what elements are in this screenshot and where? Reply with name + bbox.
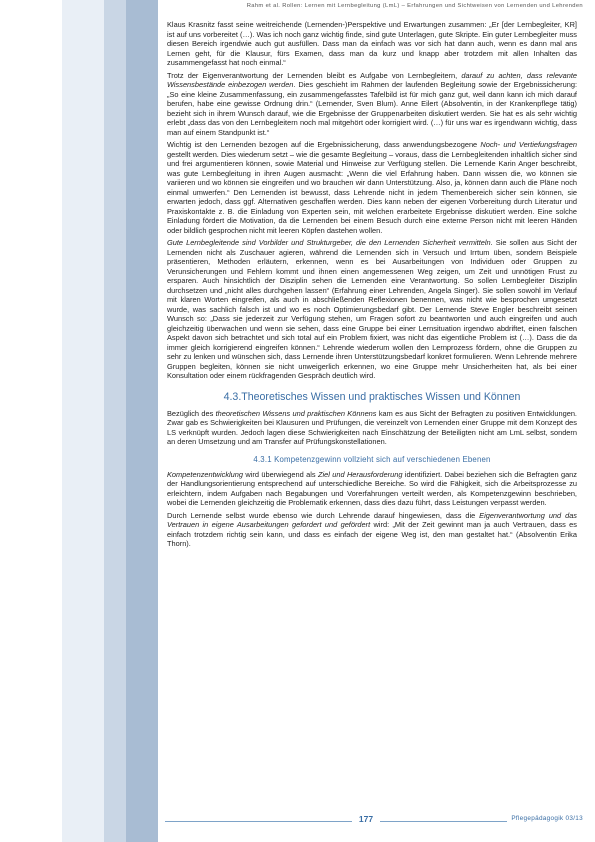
text-run: Trotz der Eigenverantwortung der Lernenden bleibt es Aufgabe von Lernbegleitern,: [167, 70, 462, 80]
running-header: Rahm et al. Rollen: Lernen mit Lernbegleitung (LmL) – Erfahrungen und Sichtweisen von Lernenden und Lehrenden: [246, 3, 583, 9]
body-paragraph: [167, 71, 577, 138]
section-heading: [167, 391, 577, 403]
text-run: wird überwiegend als: [243, 469, 318, 479]
text-run: Wichtig ist den Lernenden bezogen auf die Ergebnissicherung, dass anwendungsbezogene: [167, 140, 481, 149]
emphasized-text: Ziel und Herausforderung: [317, 469, 403, 479]
emphasized-text: Gute Lernbegleitende sind Vorbilder und Strukturgeber, die den Lernenden Sicherheit vermitteln: [167, 238, 491, 247]
section-paragraphs: [167, 409, 577, 447]
subsection-heading: [167, 455, 577, 465]
journal-name: Pflegepädagogik 03/13: [507, 815, 583, 822]
body-paragraph: [167, 511, 577, 549]
text-run: Durch Lernende selbst wurde ebenso wie durch Lehrende darauf hingewiesen, dass die: [167, 510, 480, 520]
emphasized-text: Noch- und Vertiefungsfragen: [480, 140, 577, 149]
subsection-paragraphs: [167, 470, 577, 549]
body-paragraph: [167, 470, 577, 508]
page-number: 177: [352, 814, 380, 826]
article-body: [167, 20, 577, 812]
emphasized-text: theoretischen Wissens und praktischen Könnens: [215, 408, 377, 418]
section-title: Theoretisches Wissen und praktisches Wissen und Können: [241, 390, 521, 403]
body-paragraph: [167, 409, 577, 447]
text-run: Bezüglich des: [167, 408, 216, 418]
text-run: . Dies geschieht im Rahmen der laufenden Begleitung sowie der Ergebnissicherung: „So eine kleine Zusammenfassung, ein zusammengefasstes Tafelbild ist für mich ganz gut, weil dann kann ich mich darauf berufen, habe eine gewisse Ordnung drin.“ (Lernender, Sven Blum). Anne Eilert (Absolventin, in der Krankenpflege tätig) bezieht sich in ihrem Wunsch darauf, wie die Ergebnisse der Gruppenarbeiten diskutiert werden. Sie hat es als sehr wichtig erlebt „dass das von den Lernbegleitern noch mal mitgehört oder korrigiert wird. (…) für uns war es irgendwann wichtig, dass man auf einem Standpunkt ist.“: [167, 80, 577, 137]
text-run: gestellt werden. Dies wiederum setzt – wie die gesamte Begleitung – voraus, dass die Lernbegleitenden inhaltlich sicher sind und frei argumentieren können, sowie Material und Hinweise zur Verfügung stellen. Die Lernende Karin Anger beschreibt, was gute Lernbegleitung in ihren Augen ausmacht: „Wenn die viel Erfahrung haben. Dann wissen die, wo können sie variieren und wo können sie eingreifen und wo brauchen wir dann Unterstützung. Also, ja, können dann auch die Pläne noch einmal umwerfen.“ Den Lernenden ist bewusst, dass Lehrende nicht in jedem Themenbereich sicher sein können, sie erwarten jedoch, dass ggf. Alternativen geschaffen werden. Dies kann neben der eigenen Vorbereitung durch Literatur und Praxiskontakte z. B. die Einladung von Experten sein, mit welchen erarbeitete Ergebnisse diskutiert werden. Eine solche Einladung fördert die Motivation, da die Lernenden bei einem Besuch durch eine externe Person nicht mit leeren Händen oder bildlich gesprochen nicht mit leeren Köpfen dastehen wollen.: [167, 149, 577, 235]
emphasized-text: Eigenverantwortung und das Vertrauen in eigene Ausarbeitungen gefordert und gefördert: [167, 510, 577, 529]
emphasized-text: darauf zu achten, dass relevante Wissensbestände einbezogen werden: [167, 70, 577, 89]
body-paragraph: [167, 238, 577, 381]
subsection-title: Kompetenzgewinn vollzieht sich auf verschiedenen Ebenen: [274, 454, 491, 464]
subsection-number: 4.3.1: [253, 454, 272, 464]
decorative-side-band: [0, 0, 158, 842]
text-run: identifiziert. Dabei beziehen sich die Befragten ganz der Handlungsorientierung entsprechend auf unterschiedliche Bereiche. So wird die Fähigkeit, sich die Arbeitsprozesse zu erleichtern, indem Aufgaben nach Begabungen und Vorerfahrungen verteilt werden, als Kompetenzgewinn beschrieben, wobei die Lernenden gleichzeitig die Problematik erkennen, dass dies dazu führt, dass Leistungen verpasst werden.: [167, 469, 577, 507]
section-number: 4.3.: [223, 390, 242, 403]
body-paragraph: [167, 140, 577, 235]
intro-paragraphs: [167, 20, 577, 381]
emphasized-text: Kompetenzentwicklung: [167, 469, 244, 479]
text-run: wird: „Mit der Zeit gewinnt man ja auch Vertrauen, dass es einfach trotzdem richtig sein kann, und dass es einfach der eigene Weg ist, den man gestaltet hat.“ (Absolventin Erika Thorn).: [167, 520, 577, 548]
text-run: kam es aus Sicht der Befragten zu positiven Entwicklungen. Zwar gab es Schwierigkeiten bei Klausuren und Prüfungen, die vereinzelt von Lernenden einer Gruppe mit dem Konzept des LS verknüpft wurden. Jedoch lagen diese Schwierigkeiten nach Einschätzung der Beteiligten nicht am LmL selbst, sondern an deren Umsetzung und am Transfer auf Prüfungskonstellationen.: [167, 408, 577, 446]
text-run: . Sie sollen aus Sicht der Lernenden nicht als Zuschauer agieren, während die Lernenden sich in Versuch und Irrtum üben, sondern Beispiele präsentieren, Methoden erläutern, erkennen, wenn es bei Ausarbeitungen von Individuen oder Gruppen zu Verunsicherungen und Fehlern kommt und ihnen einen angemessenen Weg zeigen, um Zeit und unnötigen Frust zu ersparen. Auch hinsichtlich der Disziplin sehen die Lernenden eine Verantwortung. So sollen Lernbegleiter Disziplin durchsetzen und „nicht alles durchgehen lassen“ (Erfahrung einer Lehrenden, Angela Singer). Sie sollen sowohl im Verlauf mit klaren Worten eingreifen, als auch in abschließenden Reflexionen benennen, was nicht wie besprochen umgesetzt wurde, was sachlich falsch ist und wo es noch Optimierungsbedarf gibt. Der Lernende Steve Engler beschreibt seinen Wunsch so: „Dass sie jederzeit zur Verfügung stehen, um Fragen sofort zu beantworten und auch eingreifen und auch gleichzeitig überwachen und wenn sie sehen, dass eine Gruppe bei einer Lernsituation irgendwo abdriftet, einen falschen Aspekt davon sich betrachtet und sich total auf ein Problem fixiert, was nicht das eigentliche Problem ist (…). Dass die da immer gleich korrigierend eingreifen können.“ Lehrende wiederum wollen den Lernprozess fördern, ohne die Gruppen zu sehr zu lenken und wünschen sich, dass Lernende ihren Unterstützungsbedarf konkret formulieren. Wenn Lehrende mehrere Gruppen begleiten, können sie nicht unweigerlich erkennen, wo eine Gruppe mehr Unsicherheiten hat, als bei einer Konsultation oder einem rückfragenden Gespräch deutlich wird.: [167, 238, 577, 380]
body-paragraph: [167, 20, 577, 68]
text-run: Klaus Krasnitz fasst seine weitreichende (Lernenden-)Perspektive und Erwartungen zusammen: „Er [der Lernbegleiter, KR] ist auf uns vorbereitet (…). Was ich noch ganz wichtig finde, sind gute Unterlagen, gute Skripte. Ein guter Lernbegleiter muss diesen Bereich irgendwie auch gut ausfüllen. Dass man da einfach was vor sich hat dann auch, wenn es dann mal ans Lernen geht, für die Klausur, fürs Examen, dass man da kurz und knapp aber trotzdem mit allen Inhalten das zusammengefasst hat noch einmal.“: [167, 20, 577, 67]
